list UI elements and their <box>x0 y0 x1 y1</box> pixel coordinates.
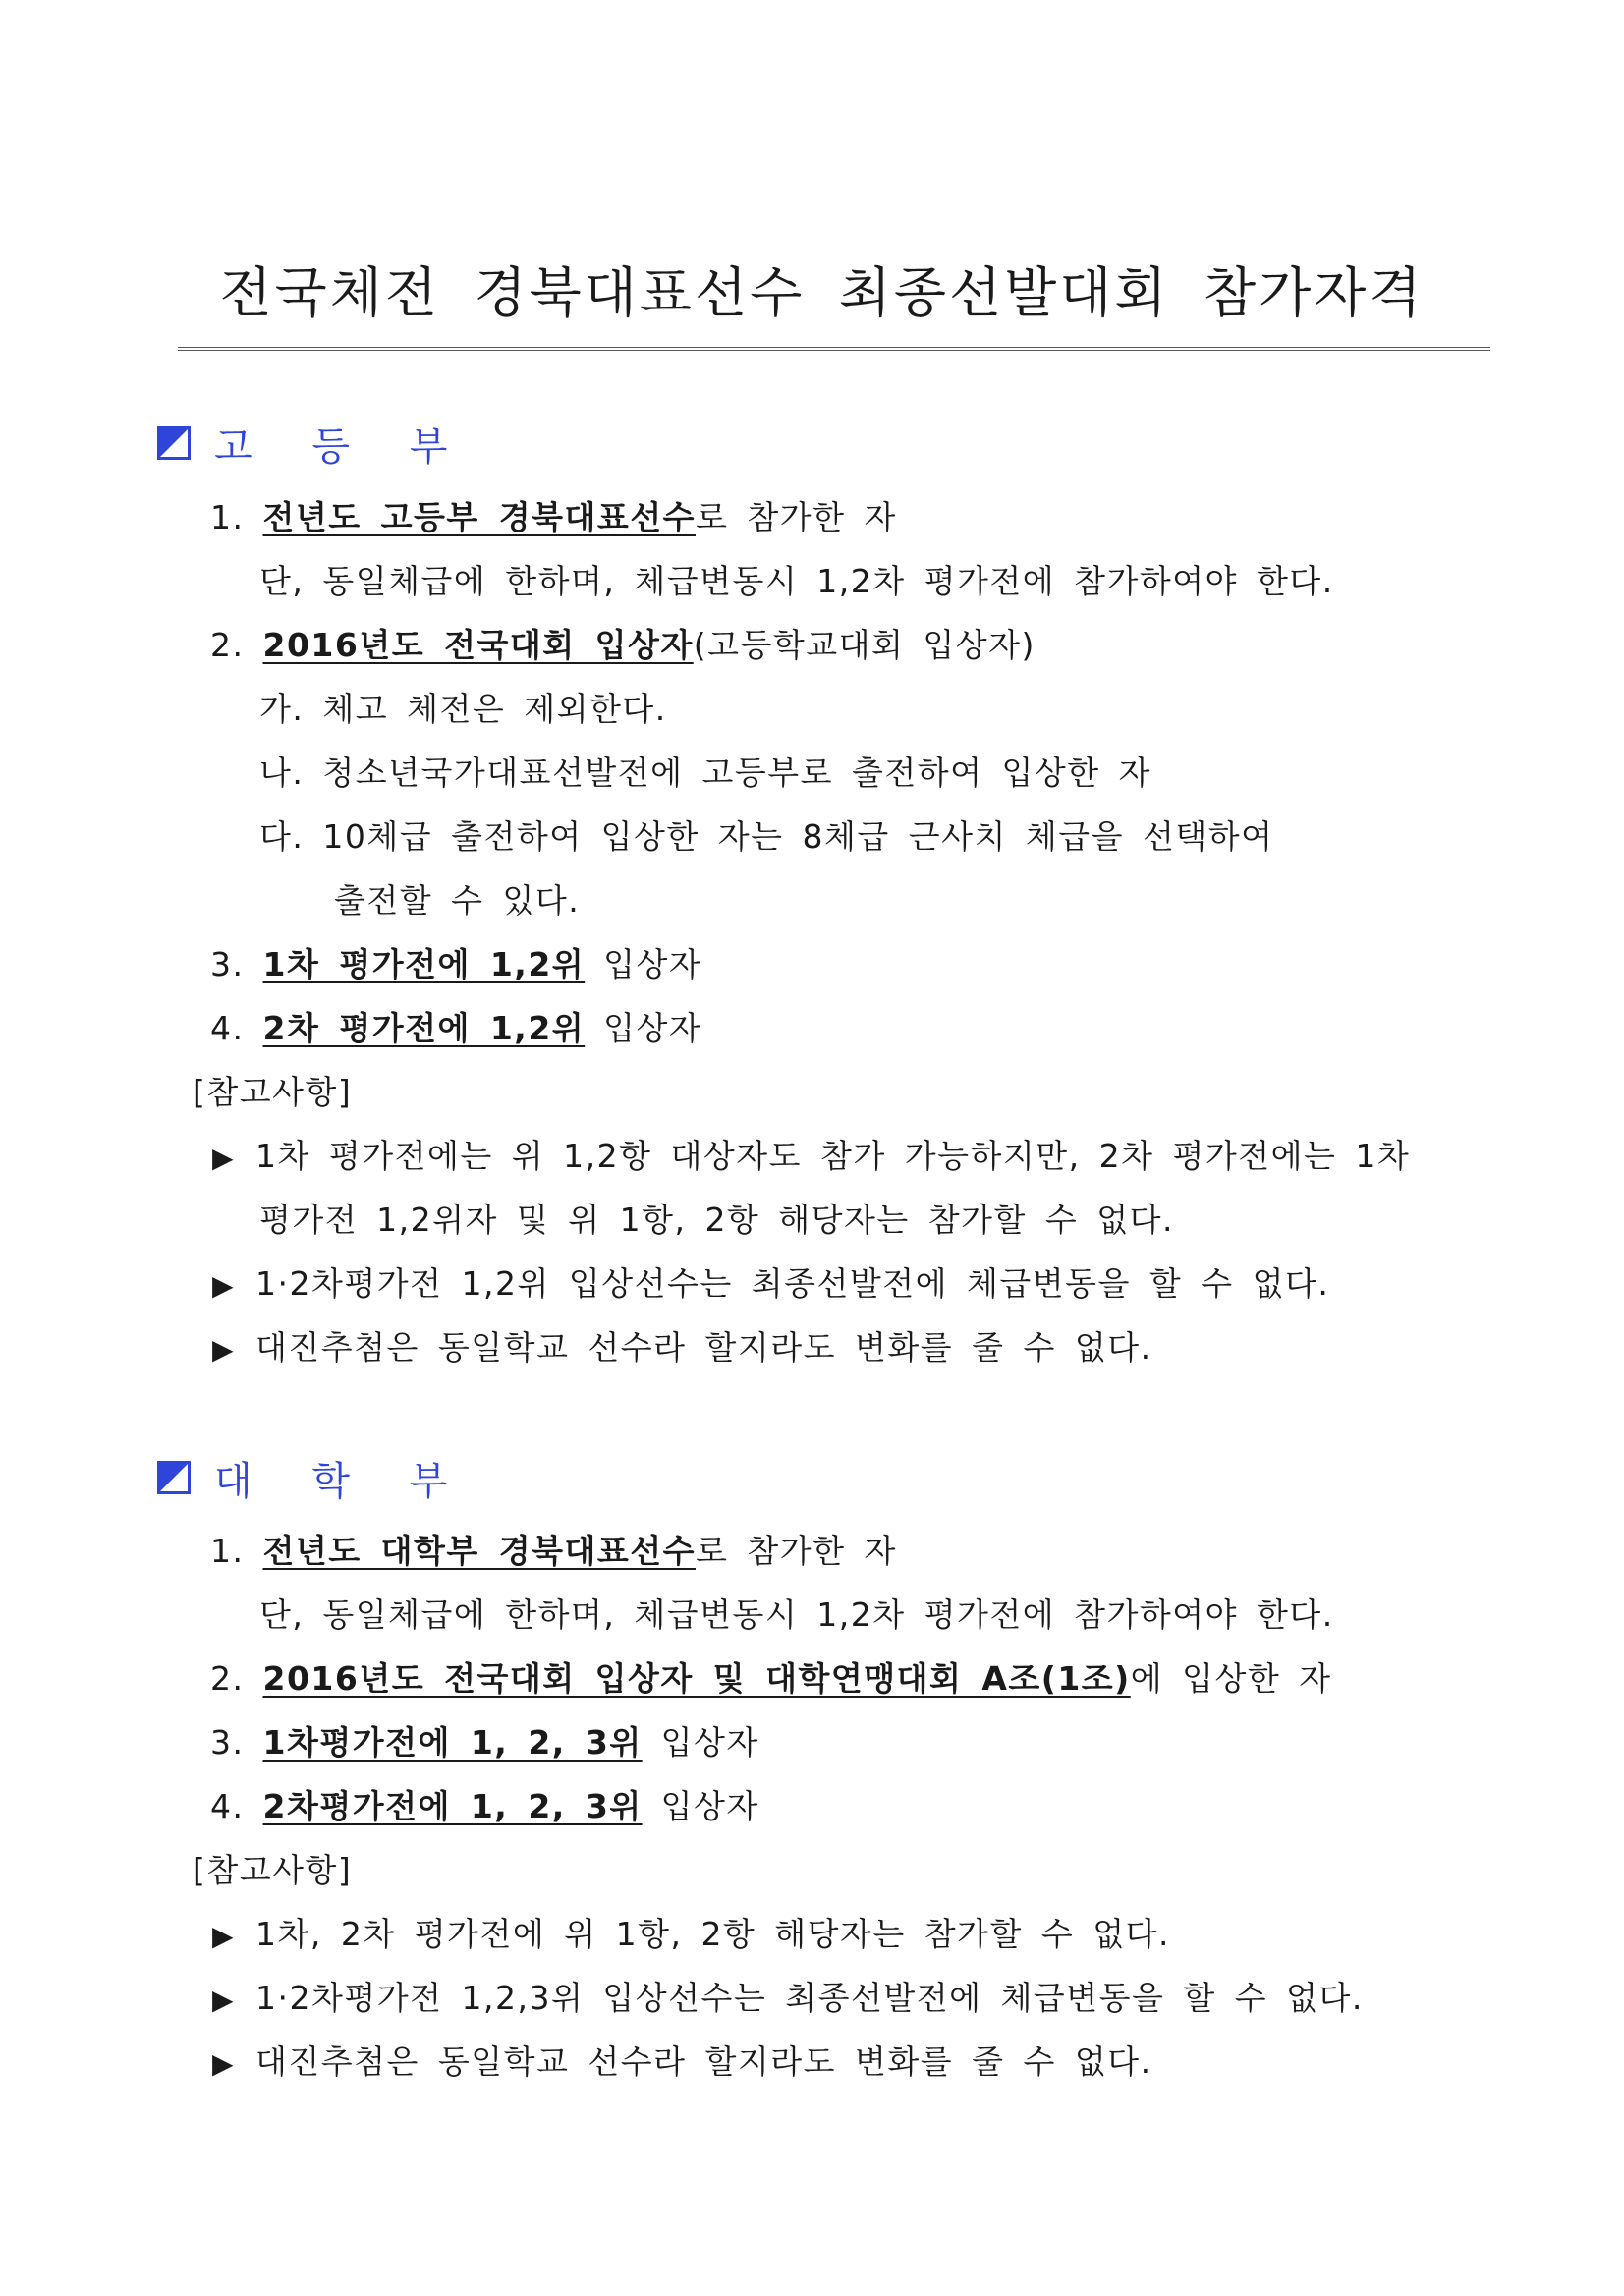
section-title: 고 등 부 <box>214 423 472 470</box>
note-continuation: 평가전 1,2위자 및 위 1항, 2항 해당자는 참가할 수 없다. <box>259 1201 1175 1239</box>
item-number: 3. <box>210 1723 245 1762</box>
list-item <box>210 621 1036 670</box>
underlined-emphasis: 2차 평가전에 1,2위 <box>262 1009 586 1047</box>
item-number: 2. <box>210 1659 245 1698</box>
list-item <box>210 940 701 989</box>
underlined-emphasis: 2016년도 전국대회 입상자 및 대학연맹대회 A조(1조) <box>262 1659 1131 1698</box>
underlined-emphasis: 1차평가전에 1, 2, 3위 <box>262 1723 643 1762</box>
sub-item: 가. 체고 체전은 제외한다. <box>259 690 667 728</box>
item-number: 2. <box>210 626 245 664</box>
item-number: 4. <box>210 1787 245 1825</box>
page-title: 전국체전 경북대표선수 최종선발대회 참가자격 <box>219 261 1425 324</box>
triangle-right-icon: ▶ <box>212 1920 236 1952</box>
note-text: 1·2차평가전 1,2,3위 입상선수는 최종선발전에 체급변동을 할 수 없다. <box>255 1979 1364 2017</box>
list-item <box>210 1004 701 1053</box>
triangle-right-icon: ▶ <box>212 1269 236 1302</box>
notes-label: [참고사항] <box>193 1073 353 1111</box>
list-item <box>210 1527 897 1576</box>
note-item <box>212 1974 1364 2023</box>
section-title: 대 학 부 <box>214 1458 472 1504</box>
item-text: 입상자 <box>642 1723 759 1762</box>
triangle-right-icon: ▶ <box>212 1984 236 2016</box>
note-item <box>212 1132 1410 1181</box>
item-text: 로 참가한 자 <box>696 498 897 536</box>
underlined-emphasis: 2016년도 전국대회 입상자 <box>262 626 694 664</box>
item-number: 1. <box>210 1532 245 1570</box>
note-text: 대진추첨은 동일학교 선수라 할지라도 변화를 줄 수 없다. <box>255 1328 1152 1367</box>
list-item <box>210 1654 1332 1704</box>
underlined-emphasis: 1차 평가전에 1,2위 <box>262 945 586 983</box>
note-item <box>212 1323 1152 1372</box>
list-item <box>210 1782 759 1831</box>
note-text: 1차 평가전에는 위 1,2항 대상자도 참가 가능하지만, 2차 평가전에는 1차 <box>255 1137 1411 1175</box>
half-filled-square-icon <box>157 1461 191 1494</box>
item-text: (고등학교대회 입상자) <box>693 626 1036 664</box>
sub-item: 다. 10체급 출전하여 입상한 자는 8체급 근사치 체급을 선택하여 <box>259 817 1274 856</box>
item-number: 1. <box>210 498 245 536</box>
note-item <box>212 1260 1329 1309</box>
section-header-high-school <box>157 414 471 473</box>
note-item <box>212 1910 1170 1959</box>
triangle-right-icon: ▶ <box>212 1333 236 1366</box>
title-double-rule <box>178 347 1490 351</box>
notes-label: [참고사항] <box>193 1851 353 1889</box>
underlined-emphasis: 2차평가전에 1, 2, 3위 <box>262 1787 643 1825</box>
triangle-right-icon: ▶ <box>212 2047 236 2080</box>
item-note: 단, 동일체급에 한하며, 체급변동시 1,2차 평가전에 참가하여야 한다. <box>259 1596 1334 1634</box>
underlined-emphasis: 전년도 고등부 경북대표선수 <box>262 498 697 536</box>
item-text: 에 입상한 자 <box>1130 1659 1332 1698</box>
underlined-emphasis: 전년도 대학부 경북대표선수 <box>262 1532 697 1570</box>
note-text: 대진추첨은 동일학교 선수라 할지라도 변화를 줄 수 없다. <box>255 2043 1152 2081</box>
note-text: 1·2차평가전 1,2위 입상선수는 최종선발전에 체급변동을 할 수 없다. <box>255 1264 1330 1303</box>
item-number: 4. <box>210 1009 245 1047</box>
list-item <box>210 493 897 542</box>
item-note: 단, 동일체급에 한하며, 체급변동시 1,2차 평가전에 참가하여야 한다. <box>259 562 1334 600</box>
item-text: 입상자 <box>642 1787 759 1825</box>
note-text: 1차, 2차 평가전에 위 1항, 2항 해당자는 참가할 수 없다. <box>255 1915 1171 1953</box>
note-item <box>212 2038 1152 2087</box>
item-text: 입상자 <box>585 945 702 983</box>
half-filled-square-icon <box>157 426 191 460</box>
item-text: 입상자 <box>585 1009 702 1047</box>
item-number: 3. <box>210 945 245 983</box>
section-header-university <box>157 1448 471 1507</box>
sub-item: 나. 청소년국가대표선발전에 고등부로 출전하여 입상한 자 <box>259 754 1152 792</box>
list-item <box>210 1718 759 1767</box>
triangle-right-icon: ▶ <box>212 1142 236 1174</box>
sub-item-continuation: 출전할 수 있다. <box>334 881 581 920</box>
item-text: 로 참가한 자 <box>696 1532 897 1570</box>
